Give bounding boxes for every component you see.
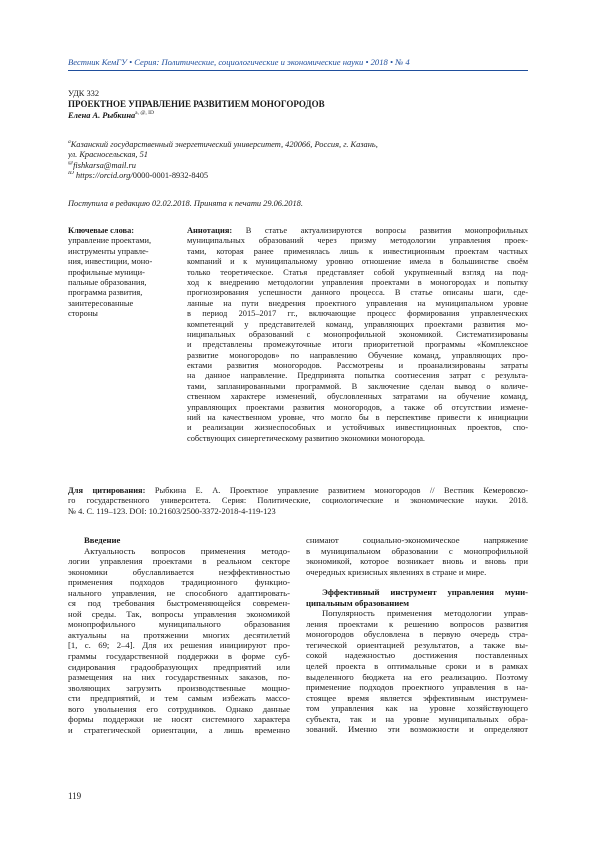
citation-doi[interactable]: № 4. С. 119–123. DOI: 10.21603/2500-3372-2018-4-119-123 <box>68 506 276 516</box>
body-line: моногородов обусловлена в первую очередь стра- <box>306 629 528 640</box>
body-line: сидирования градообразующих предприятий или <box>68 661 290 672</box>
body-line: вого увольнения его сотрудников. Однако данные <box>68 703 290 714</box>
body-line: ления проектами к решению вопросов развития <box>306 618 528 629</box>
section-heading-tool: Эффективный инструмент управления муни- <box>322 587 528 598</box>
body-line: экономикой, которое возникает вновь и вновь при <box>306 556 528 567</box>
body-line: Актуальность вопросов применения методо- <box>84 545 290 556</box>
body-line: актуальны на протяжении многих десятилетий <box>68 629 290 640</box>
affiliation-line-2: ул. Красносельская, 51 <box>68 150 148 160</box>
header-rule <box>68 70 528 71</box>
keyword-line: инструменты управле- <box>68 246 149 256</box>
body-line: субъекта, так и на уровне муниципальных обра- <box>306 713 528 724</box>
body-line: размещения на них государственных заказов, по- <box>68 672 290 683</box>
keyword-line: программа развития, <box>68 288 143 298</box>
section-heading-tool-cont: ципальным образованием <box>306 597 410 608</box>
body-line: зований. Именно эти возможности и определяют <box>306 724 528 735</box>
abstract-line: ственном характере изменений, обусловленных затратами на обучение команд, <box>187 392 528 402</box>
abstract-line: ход к внедрению методологии управления проектами в моногородах и попытку <box>187 277 528 287</box>
orcid-mark: ID <box>68 171 74 177</box>
keyword-line: профильные муници- <box>68 267 145 277</box>
abstract-line: в период 2015–2017 гг., включающие процесс формирования управленческих <box>187 309 528 319</box>
keywords-label: Ключевые слова: <box>68 226 135 235</box>
body-line: сти предприятий, и тем самым избежать массо- <box>68 693 290 704</box>
keywords-block <box>68 226 176 320</box>
abstract-line: компетенций у представителей команд, управляющих проектами развития мо- <box>187 319 528 329</box>
orcid-prefix: https://orcid.org/ <box>75 171 133 181</box>
body-line: нального управления, не способного адаптировать- <box>68 587 290 598</box>
abstract-line: и представлены промежуточные итоги приоритетной программы «Комплексное <box>187 340 528 350</box>
abstract-line: ний на качественном уровне, что могло бы в перспективе привести к инициации <box>187 413 528 423</box>
article-title: ПРОЕКТНОЕ УПРАВЛЕНИЕ РАЗВИТИЕМ МОНОГОРОДОВ <box>68 99 325 109</box>
abstract-line: и реализации жизнеспособных и устойчивых инвестиционных проектов, спо- <box>187 423 528 433</box>
orcid-id[interactable]: 0000-0001-8932-8405 <box>132 171 209 181</box>
abstract-line: В статье актуализируются вопросы развития монопрофильных <box>245 226 528 235</box>
body-line: ся под требования быстроменяющейся современ- <box>68 598 290 609</box>
email-link[interactable]: fishkarsa@mail.ru <box>73 160 136 170</box>
running-head: Вестник КемГУ • Серия: Политические, социологические и экономические науки • 2018 • № 4 <box>68 57 410 67</box>
spacer <box>306 577 528 587</box>
citation-line: го государственного университета. Серия: Политические, социологические и экономические науки. 2018. <box>68 496 528 506</box>
abstract-line: развитие моногородов» по направлению Обучение команд, управляющих про- <box>187 350 528 360</box>
author-marks: a, @, ID <box>135 110 154 117</box>
body-line: очередных кризисных явлениях в стране и мире. <box>306 566 487 577</box>
affiliation-mark: a <box>68 140 71 146</box>
page-number: 119 <box>68 791 82 801</box>
body-line: применение подходов проектного управления в на- <box>306 682 528 693</box>
affiliation-block <box>68 140 528 182</box>
citation-line: Рыбкина Е. А. Проектное управление развитием моногородов // Вестник Кемеровско- <box>154 486 528 495</box>
received-dates: Поступила в редакцию 02.02.2018. Принята к печати 29.06.2018. <box>68 199 303 208</box>
left-column <box>68 535 290 735</box>
abstract-line: на данное направление. Предпринята попытка соотнесения затрат с результа- <box>187 371 528 381</box>
abstract-label: Аннотация: <box>187 226 233 235</box>
abstract-line: только теоретическое. Статья представляет собой укрупненный взгляд на под- <box>187 267 528 277</box>
body-line: зволяющих загрузить производственные мощно- <box>68 682 290 693</box>
abstract-line: ланные на пути внедрения проектного управления на муниципальном уровне <box>187 298 528 308</box>
citation-label: Для цитирования: <box>68 486 146 495</box>
body-line: стоящее время является эффективным инструмен- <box>306 692 528 703</box>
body-line: применения подходов традиционного функцио- <box>68 577 290 588</box>
keyword-line: управление проектами, <box>68 236 152 246</box>
body-line: Популярность применения методологии управ- <box>322 608 528 619</box>
body-line: монопрофильного муниципального образования <box>68 619 290 630</box>
abstract-line: муниципальных образований через призму методологии управления проек- <box>187 236 528 246</box>
abstract-line: ниципальных образований с монопрофильной экономикой. Систематизированы <box>187 329 528 339</box>
body-line: [1, с. 69; 2–4]. Для их решения инициируют про- <box>68 640 290 651</box>
body-line: тегической ориентацией результатов, а также вы- <box>306 639 528 650</box>
keyword-line: ния, инвестиции, моно- <box>68 257 153 267</box>
body-line: выделенного бюджета на его реализацию. Поэтому <box>306 671 528 682</box>
body-line: целей проекта в оптимальные сроки и в рамках <box>306 661 528 672</box>
body-line: экономики обуславливается неэффективностью <box>68 566 290 577</box>
section-heading-intro: Введение <box>84 535 121 545</box>
body-line: и стратегической ориентации, а лишь временно <box>68 724 290 735</box>
abstract-line: собствующих синергетическому развитию экономики моногорода. <box>187 433 426 443</box>
keyword-line: стороны <box>68 309 98 319</box>
abstract-line: компаний и к муниципальному уровню отношение имела в большинстве своём <box>187 257 528 267</box>
body-line: сокой надежностью достижения поставленных <box>306 650 528 661</box>
keyword-line: пальные образования, <box>68 278 147 288</box>
body-line: граммы государственной поддержки в форме суб- <box>68 651 290 662</box>
author-line <box>68 111 154 121</box>
abstract-line: управляющих проектами развития моногородов, а также об отсутствии измене- <box>187 402 528 412</box>
author-name: Елена А. Рыбкина <box>68 111 136 120</box>
body-line: ной среды. Так, вопросы управления экономикой <box>68 608 290 619</box>
right-column <box>306 535 528 735</box>
body-line: логии управления проектами в реальном секторе <box>68 556 290 567</box>
body-line: снимают социально-экономическое напряжение <box>306 535 528 545</box>
abstract-line: тами, которая ранее применялась лишь к инвестиционным проектам частных <box>187 246 528 256</box>
keyword-line: заинтересованные <box>68 298 134 308</box>
body-line: формы поддержки не носят системного характера <box>68 714 290 725</box>
affiliation-line-1: Казанский государственный энергетический университет, 420066, Россия, г. Казань, <box>70 140 378 149</box>
abstract-line: ектами развития моногородов. Рассмотрены и проанализированы затраты <box>187 361 528 371</box>
udk-code: УДК 332 <box>68 89 100 98</box>
abstract-line: тами, запланированными программой. В заключение сделан вывод о количе- <box>187 381 528 391</box>
abstract-line: прогнозирования успешности данного процесса. В статье описаны шаги, сде- <box>187 288 528 298</box>
body-line: в муниципальном образовании с монопрофильной <box>306 545 528 556</box>
email-mark: @ <box>68 160 74 167</box>
body-line: том управления как на уровне хозяйствующего <box>306 703 528 714</box>
abstract-block <box>187 226 528 444</box>
citation-block <box>68 486 528 517</box>
